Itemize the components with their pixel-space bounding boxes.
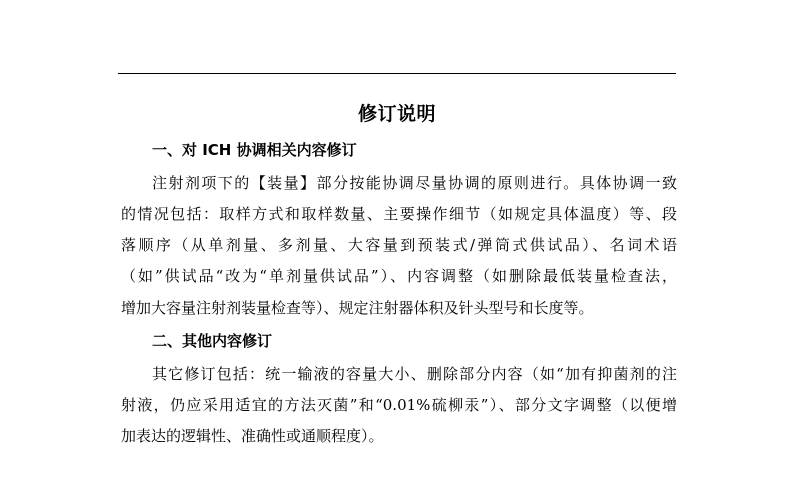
paragraph-line: 增加大容量注射剂装量检查等）、规定注射器体积及针头型号和长度等。 <box>121 299 594 317</box>
paragraph-line: （如”供试品“改为“单剂量供试品”）、内容调整（如删除最低装量检查法， <box>121 267 677 285</box>
paragraph-line: 其它修订包括：统一输液的容量大小、删除部分内容（如“加有抑菌剂的注 <box>152 365 677 383</box>
paragraph-line: 射液，仍应采用适宜的方法灭菌”和“0.01%硫柳汞”）、部分文字调整（以便增 <box>121 396 677 414</box>
document-title: 修订说明 <box>357 103 436 125</box>
paragraph-line: 注射剂项下的【装量】部分按能协调尽量协调的原则进行。具体协调一致 <box>152 174 677 192</box>
paragraph-line: 加表达的逻辑性、准确性或通顺程度）。 <box>121 427 384 445</box>
header-rule <box>118 73 676 74</box>
section-heading-other: 二、其他内容修订 <box>152 332 273 350</box>
section-heading-ich: 一、对 ICH 协调相关内容修订 <box>152 141 357 159</box>
paragraph-line: 的情况包括：取样方式和取样数量、主要操作细节（如规定具体温度）等、段 <box>121 205 677 223</box>
paragraph-line: 落顺序（从单剂量、多剂量、大容量到预装式/弹筒式供试品）、名词术语 <box>121 236 677 254</box>
